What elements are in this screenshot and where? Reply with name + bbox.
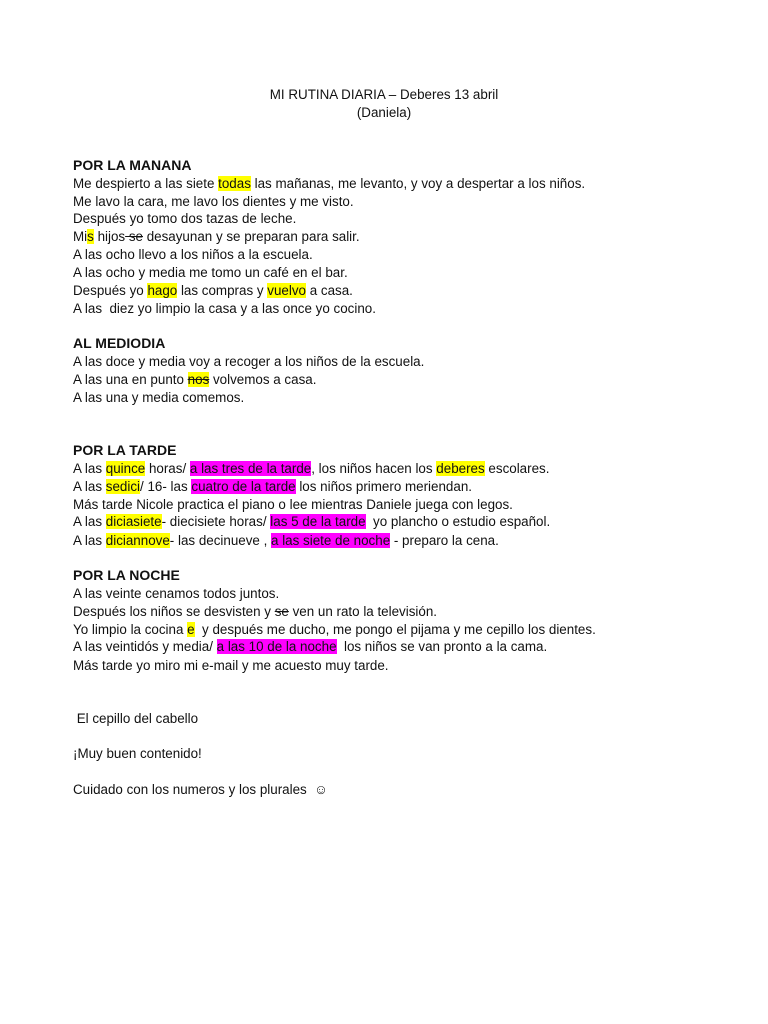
- text-span: los niños se van pronto a la cama.: [336, 639, 548, 654]
- noche-line-2: [73, 604, 437, 619]
- text-span: A las veintidós y media/: [73, 639, 217, 654]
- noche-line-3: [73, 622, 596, 637]
- text-span: A las: [73, 533, 106, 548]
- highlight-magenta: cuatro de la tarde: [191, 479, 296, 494]
- mediodia-line-1: A las doce y media voy a recoger a los niños de la escuela.: [73, 354, 425, 369]
- highlight-yellow: diciasiete: [105, 514, 162, 529]
- text-span: - preparo la cena.: [390, 533, 499, 548]
- text-span: los niños primero meriendan.: [295, 479, 472, 494]
- highlight-magenta: a las 10 de la noche: [216, 639, 337, 654]
- tarde-line-3: Más tarde Nicole practica el piano o lee mientras Daniele juega con legos.: [73, 497, 513, 512]
- text-span: A las una en punto: [73, 372, 188, 387]
- text-span: a casa.: [306, 283, 353, 298]
- highlight-yellow: sedici: [105, 479, 141, 494]
- text-span: escolares.: [484, 461, 550, 476]
- heading-noche: POR LA NOCHE: [73, 567, 180, 583]
- text-span: hijos: [93, 229, 126, 244]
- text-span: Yo limpio la cocina: [73, 622, 188, 637]
- text-span: , los niños hacen los: [311, 461, 437, 476]
- note-2: ¡Muy buen contenido!: [73, 746, 202, 761]
- heading-manana: POR LA MANANA: [73, 157, 192, 173]
- manana-line-4: [73, 229, 360, 244]
- note-1: El cepillo del cabello: [73, 711, 199, 726]
- highlight-magenta: a las siete de noche: [271, 533, 391, 548]
- manana-line-8: A las diez yo limpio la casa y a las once yo cocino.: [73, 301, 376, 316]
- highlight-strikethrough: nos: [187, 372, 210, 387]
- text-span: yo plancho o estudio español.: [365, 514, 551, 529]
- tarde-line-4: [73, 514, 550, 529]
- highlight-yellow: diciannove: [105, 533, 170, 548]
- text-span: Me despierto a las siete: [73, 176, 219, 191]
- mediodia-line-2: [73, 372, 316, 387]
- highlight-magenta: las 5 de la tarde: [270, 514, 366, 529]
- tarde-line-1: [73, 461, 549, 476]
- manana-line-7: [73, 283, 353, 298]
- highlight-yellow: vuelvo: [267, 283, 306, 298]
- strikethrough-text: se: [125, 229, 143, 244]
- manana-line-2: Me lavo la cara, me lavo los dientes y me visto.: [73, 194, 354, 209]
- highlight-magenta: a las tres de la tarde: [189, 461, 312, 476]
- highlight-yellow: quince: [105, 461, 146, 476]
- note-3: Cuidado con los numeros y los plurales ☺: [73, 782, 328, 797]
- highlight-yellow: e: [187, 622, 195, 637]
- manana-line-3: Después yo tomo dos tazas de leche.: [73, 211, 297, 226]
- heading-mediodia: AL MEDIODIA: [73, 335, 166, 351]
- noche-line-4: [73, 639, 547, 654]
- text-span: Mi: [73, 229, 88, 244]
- text-span: - diecisiete horas/: [161, 514, 271, 529]
- text-span: horas/: [145, 461, 190, 476]
- text-span: desayunan y se preparan para salir.: [142, 229, 360, 244]
- manana-line-1: [73, 176, 585, 191]
- text-span: las compras y: [177, 283, 268, 298]
- text-span: Después los niños se desvisten y: [73, 604, 275, 619]
- text-span: A las: [73, 514, 106, 529]
- heading-tarde: POR LA TARDE: [73, 442, 177, 458]
- text-span: y después me ducho, me pongo el pijama y me cepillo los dientes.: [194, 622, 596, 637]
- author-name: (Daniela): [356, 105, 412, 120]
- tarde-line-5: [73, 533, 499, 548]
- manana-line-5: A las ocho llevo a los niños a la escuela.: [73, 247, 313, 262]
- strikethrough-text: se: [274, 604, 289, 619]
- highlight-yellow: todas: [218, 176, 251, 191]
- noche-line-5: Más tarde yo miro mi e-mail y me acuesto muy tarde.: [73, 658, 389, 673]
- tarde-line-2: [73, 479, 472, 494]
- highlight-yellow: hago: [147, 283, 178, 298]
- text-span: A las: [73, 461, 106, 476]
- manana-line-6: A las ocho y media me tomo un café en el bar.: [73, 265, 348, 280]
- text-span: A las: [73, 479, 106, 494]
- text-span: ven un rato la televisión.: [288, 604, 438, 619]
- highlight-yellow: deberes: [436, 461, 485, 476]
- text-span: Después yo: [73, 283, 148, 298]
- text-span: - las decinueve ,: [169, 533, 272, 548]
- noche-line-1: A las veinte cenamos todos juntos.: [73, 586, 280, 601]
- text-span: volvemos a casa.: [209, 372, 317, 387]
- text-span: las mañanas, me levanto, y voy a despertar a los niños.: [250, 176, 586, 191]
- text-span: / 16- las: [140, 479, 192, 494]
- highlight-yellow: s: [87, 229, 94, 244]
- mediodia-line-3: A las una y media comemos.: [73, 390, 245, 405]
- document-title: MI RUTINA DIARIA – Deberes 13 abril: [269, 87, 499, 102]
